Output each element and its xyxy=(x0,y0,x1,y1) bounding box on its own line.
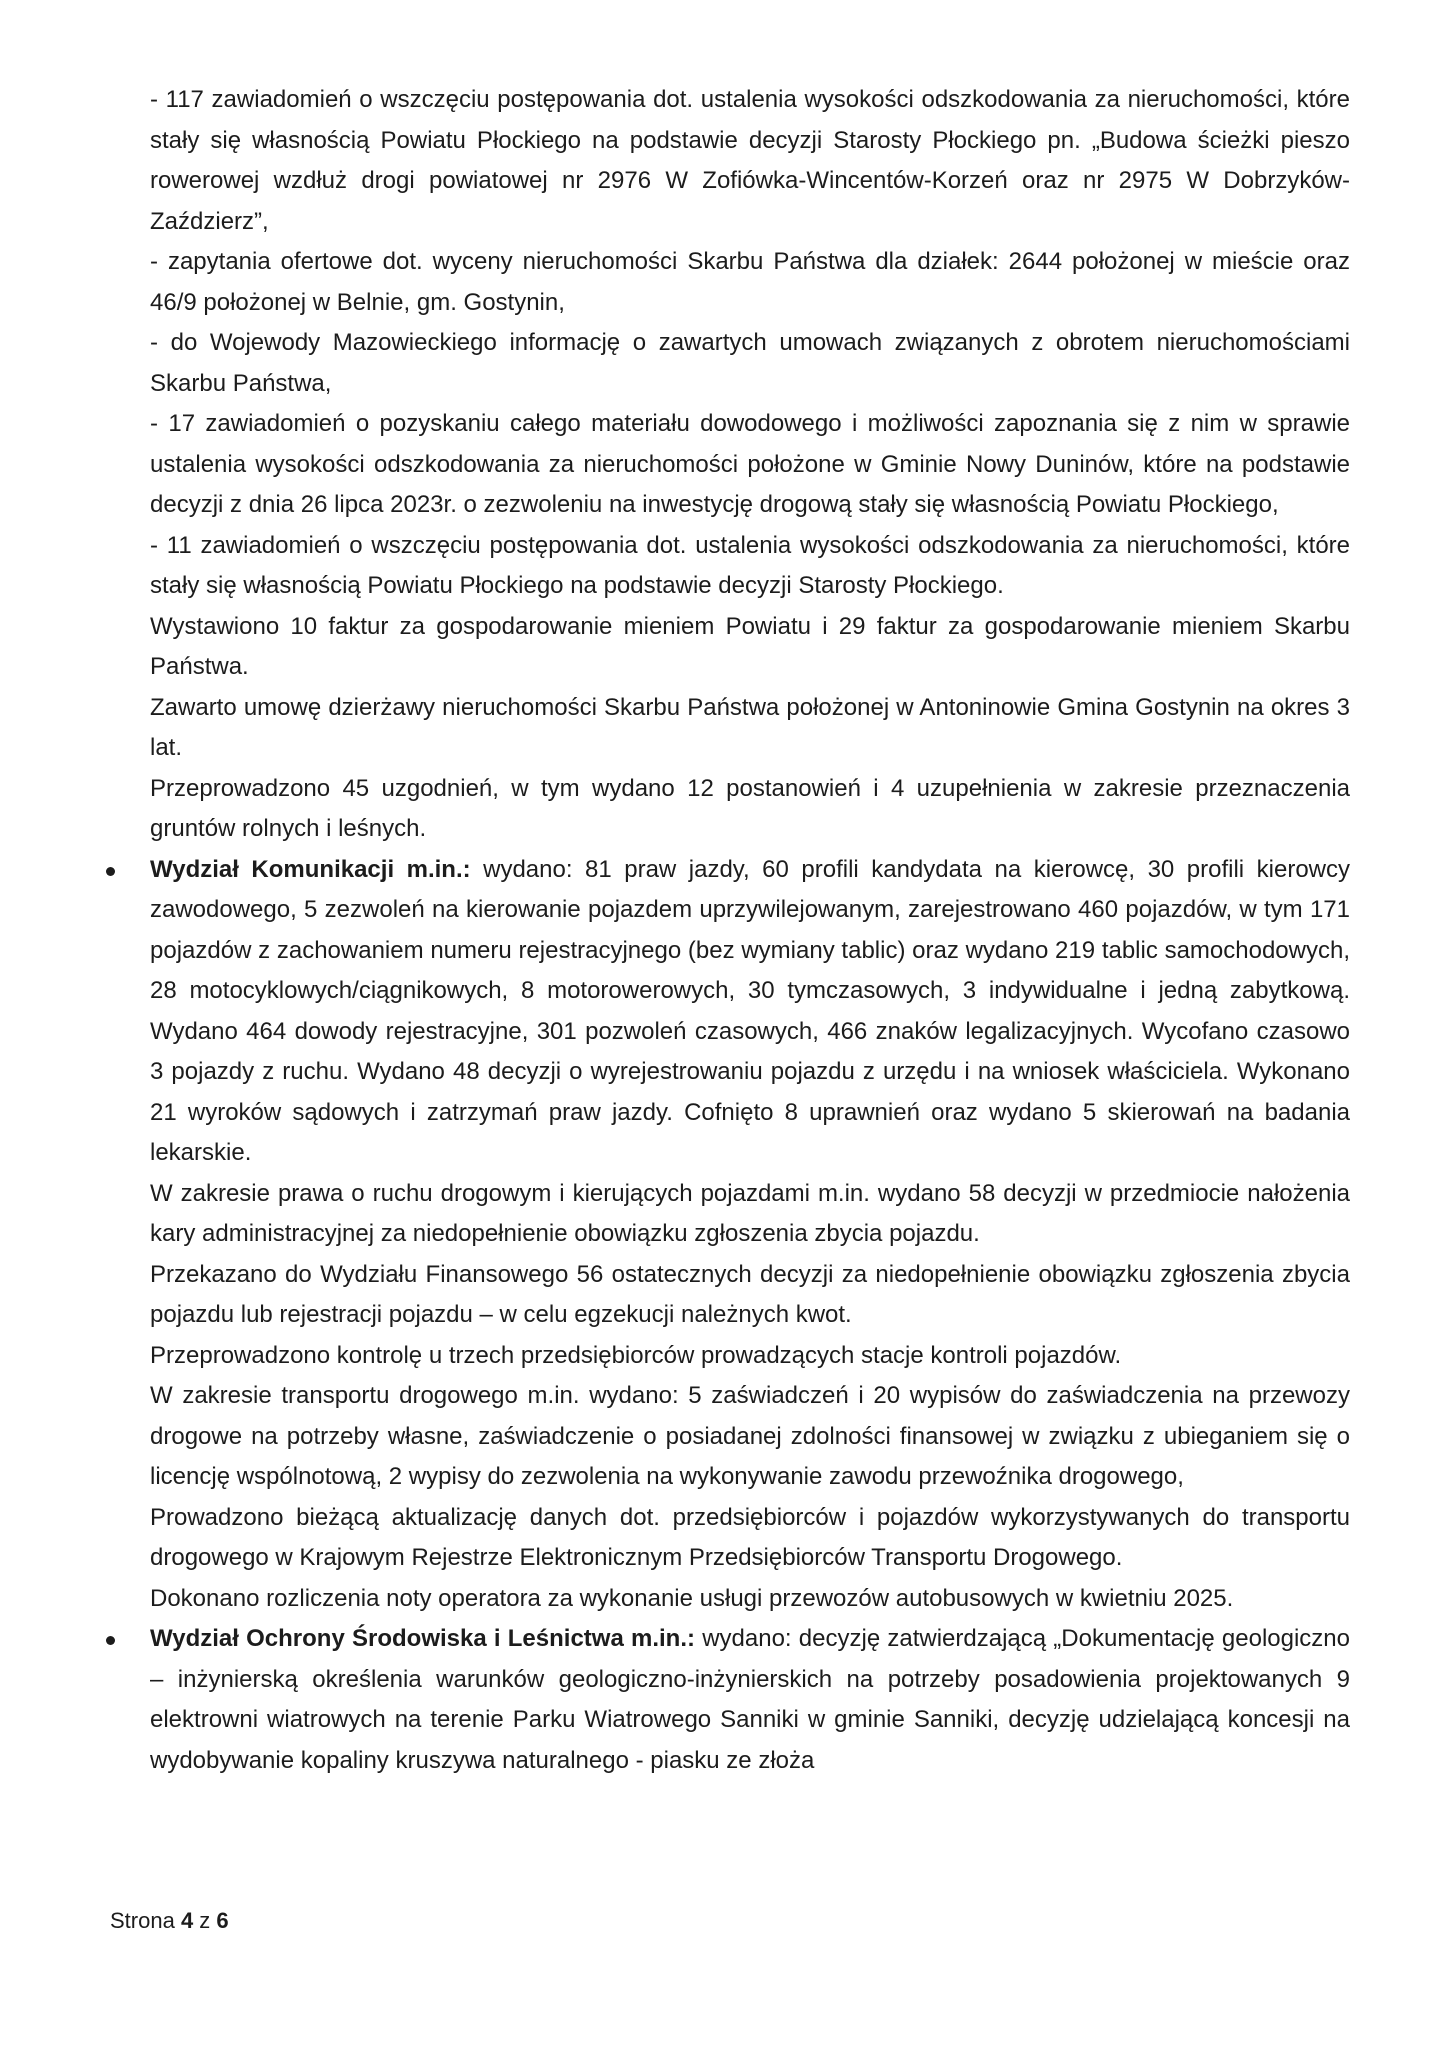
bullet-dot-icon xyxy=(106,867,115,876)
komunikacja-heading: Wydział Komunikacji m.in.: xyxy=(150,855,471,883)
srodowisko-heading: Wydział Ochrony Środowiska i Leśnictwa m.in.: xyxy=(150,1625,695,1652)
komunikacja-paragraph: Przeprowadzono kontrolę u trzech przedsiębiorców prowadzących stacje kontroli pojazdów. xyxy=(150,1341,1122,1369)
footer-label: Strona xyxy=(110,1908,181,1933)
komunikacja-intro xyxy=(150,850,1350,1174)
komunikacja-paragraph: Przekazano do Wydziału Finansowego 56 ostatecznych decyzji za niedopełnienie obowiązku zgłoszenia zbycia pojazdu lub rejestracji pojazdu – w celu egzekucji należnych kwot. xyxy=(150,1260,1350,1328)
document-body xyxy=(150,80,1350,1781)
invoices-paragraph: Wystawiono 10 faktur za gospodarowanie mieniem Powiatu i 29 faktur za gospodarowanie mieniem Skarbu Państwa. xyxy=(150,612,1350,680)
komunikacja-intro-text: wydano: 81 praw jazdy, 60 profili kandydata na kierowcę, 30 profili kierowcy zawodowego, 5 zezwoleń na kierowanie pojazdem uprzywilejowanym, zarejestrowano 460 pojazdów, w tym 171 pojazdów z zachowaniem numeru rejestracyjnego (bez wymiany tablic) oraz wydano 219 tablic samochodowych, 28 motocyklowych/ciągnikowych, 8 motorowerowych, 30 tymczasowych, 3 indywidualne i jedną zabytkową. Wydano 464 dowody rejestracyjne, 301 pozwoleń czasowych, 466 znaków legalizacyjnych. Wycofano czasowo 3 pojazdy z ruchu. Wydano 48 decyzji o wyrejestrowaniu pojazdu z urzędu i na wniosek właściciela. Wykonano 21 wyroków sądowych i zatrzymań praw jazdy. Cofnięto 8 uprawnień oraz wydano 5 skierowań na badania lekarskie. xyxy=(150,855,1350,1166)
srodowisko-intro xyxy=(150,1619,1350,1781)
notice-list-item-117: - 117 zawiadomień o wszczęciu postępowania dot. ustalenia wysokości odszkodowania za nieruchomości, które stały się własnością Powiatu Płockiego na podstawie decyzji Starosty Płockiego pn. „Budowa ścieżki pieszo rowerowej wzdłuż drogi powiatowej nr 2976 W Zofiówka-Wincentów-Korzeń oraz nr 2975 W Dobrzyków-Zaździerz”, xyxy=(150,86,1350,235)
footer-separator: z xyxy=(193,1908,217,1933)
srodowisko-section xyxy=(150,1619,1350,1781)
komunikacja-section xyxy=(150,850,1350,1620)
notice-list-item-17: - 17 zawiadomień o pozyskaniu całego materiału dowodowego i możliwości zapoznania się z nim w sprawie ustalenia wysokości odszkodowania za nieruchomości położone w Gminie Nowy Duninów, które na podstawie decyzji z dnia 26 lipca 2023r. o zezwoleniu na inwestycję drogową stały się własnością Powiatu Płockiego, xyxy=(150,410,1350,518)
notice-list-item-11: - 11 zawiadomień o wszczęciu postępowania dot. ustalenia wysokości odszkodowania za nieruchomości, które stały się własnością Powiatu Płockiego na podstawie decyzji Starosty Płockiego. xyxy=(150,531,1350,599)
page-footer xyxy=(110,1906,229,1936)
bullet-dot-icon xyxy=(106,1636,115,1645)
footer-page-number: 4 xyxy=(180,1908,194,1933)
agreements-paragraph: Przeprowadzono 45 uzgodnień, w tym wydano 12 postanowień i 4 uzupełnienia w zakresie przeznaczenia gruntów rolnych i leśnych. xyxy=(150,774,1350,842)
komunikacja-paragraph: Prowadzono bieżącą aktualizację danych dot. przedsiębiorców i pojazdów wykorzystywanych do transportu drogowego w Krajowym Rejestrze Elektronicznym Przedsiębiorców Transportu Drogowego. xyxy=(150,1503,1350,1571)
footer-total-pages: 6 xyxy=(216,1908,229,1933)
lease-paragraph: Zawarto umowę dzierżawy nieruchomości Skarbu Państwa położonej w Antoninowie Gmina Gostynin na okres 3 lat. xyxy=(150,693,1350,761)
komunikacja-paragraph: W zakresie prawa o ruchu drogowym i kierujących pojazdami m.in. wydano 58 decyzji w przedmiocie nałożenia kary administracyjnej za niedopełnienie obowiązku zgłoszenia zbycia pojazdu. xyxy=(150,1179,1350,1247)
notice-list-item-valuation: - zapytania ofertowe dot. wyceny nieruchomości Skarbu Państwa dla działek: 2644 położonej w mieście oraz 46/9 położonej w Belnie, gm. Gostynin, xyxy=(150,248,1350,316)
komunikacja-paragraph: Dokonano rozliczenia noty operatora za wykonanie usługi przewozów autobusowych w kwietniu 2025. xyxy=(150,1584,1234,1612)
notice-list-item-voivode: - do Wojewody Mazowieckiego informację o zawartych umowach związanych z obrotem nieruchomościami Skarbu Państwa, xyxy=(150,329,1350,397)
srodowisko-intro-text: wydano: decyzję zatwierdzającą „Dokumentację geologiczno – inżynierską określenia warunków geologiczno-inżynierskich na potrzeby posadowienia projektowanych 9 elektrowni wiatrowych na terenie Parku Wiatrowego Sanniki w gminie Sanniki, decyzję udzielającą koncesji na wydobywanie kopaliny kruszywa naturalnego - piasku ze złoża xyxy=(150,1625,1350,1774)
komunikacja-paragraph: W zakresie transportu drogowego m.in. wydano: 5 zaświadczeń i 20 wypisów do zaświadczenia na przewozy drogowe na potrzeby własne, zaświadczenie o posiadanej zdolności finansowej w związku z ubieganiem się o licencję wspólnotową, 2 wypisy do zezwolenia na wykonywanie zawodu przewoźnika drogowego, xyxy=(150,1382,1350,1490)
